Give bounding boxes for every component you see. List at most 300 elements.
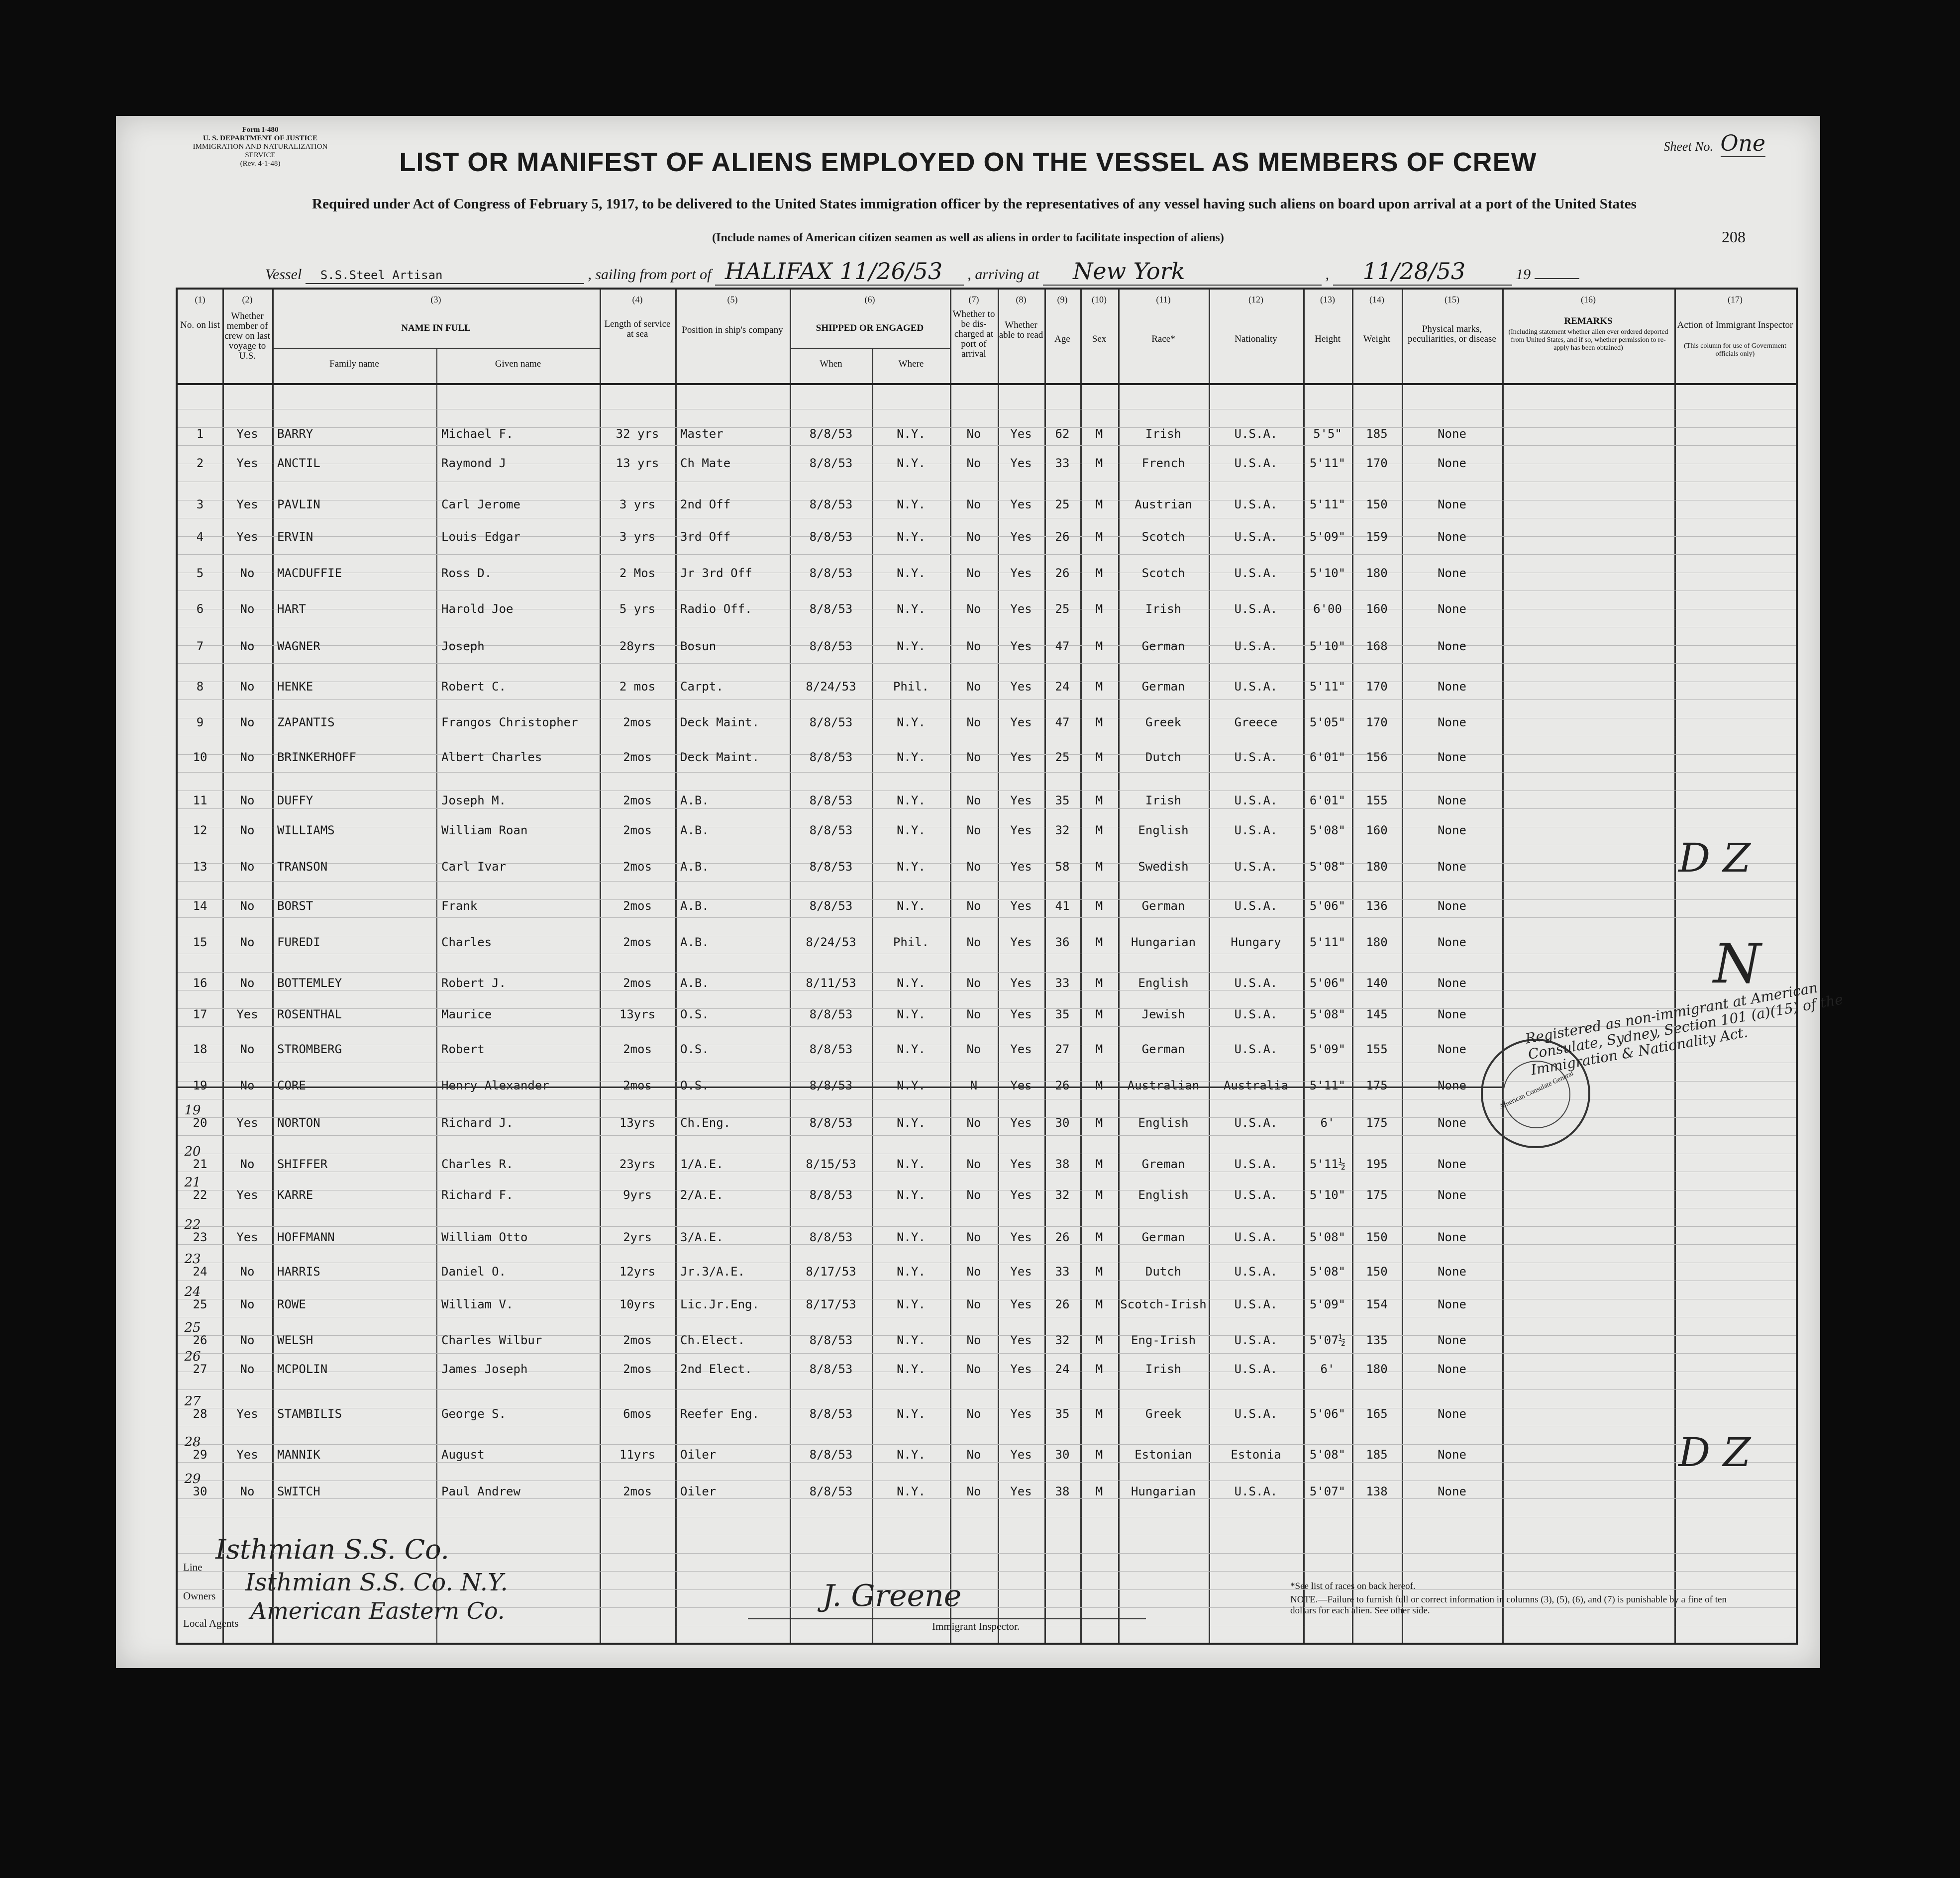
cell-height: 5'05" [1309,715,1346,729]
cell-family: HENKE [277,680,313,693]
cell-nationality: U.S.A. [1234,680,1278,693]
form-department: U. S. DEPARTMENT OF JUSTICE [203,134,318,142]
cell-member: No [240,639,255,653]
header-no: No. on list [180,320,220,330]
cell-family: WAGNER [277,639,320,653]
cell-height: 6' [1320,1116,1335,1130]
header-family: Family name [329,359,379,369]
cell-age: 35 [1055,1007,1070,1021]
header-discharged: Whether to be dis-charged at port of arrival [952,309,995,359]
cell-where: N.Y. [897,1079,926,1092]
cell-race: Swedish [1138,860,1189,874]
cell-given: Daniel O. [441,1265,507,1279]
cell-read: Yes [1010,602,1032,616]
cell-age: 25 [1055,602,1070,616]
cell-no: 18 [193,1042,207,1056]
cell-weight: 165 [1366,1407,1388,1421]
cell-sex: M [1095,1230,1103,1244]
cell-race: English [1138,1116,1189,1130]
cell-where: N.Y. [897,427,926,441]
cell-no-correction: 22 [184,1217,201,1232]
cell-nationality: U.S.A. [1234,1007,1278,1021]
cell-age: 33 [1055,1265,1070,1279]
cell-weight: 150 [1366,497,1388,511]
cell-position: A.B. [680,823,709,837]
cell-position: 1/A.E. [680,1157,723,1171]
cell-family: MANNIK [277,1448,320,1462]
cell-sex: M [1095,793,1103,807]
vessel-line: Vessel S.S.Steel Artisan , sailing from port of HALIFAX 11/26/53 , arriving at New York , 11/28/53 19 [265,258,1579,286]
cell-physical: None [1438,456,1466,470]
cell-no-correction: 29 [184,1472,201,1486]
inspector-signature: J. Greene [823,1579,962,1613]
cell-when: 8/8/53 [809,639,853,653]
cell-weight: 170 [1366,715,1388,729]
crew-manifest-table [176,288,1798,1645]
cell-length: 2mos [623,860,652,874]
cell-read: Yes [1010,1407,1032,1421]
cell-physical: None [1438,1484,1466,1498]
cell-read: Yes [1010,1484,1032,1498]
cell-read: Yes [1010,823,1032,837]
cell-given: Richard F. [441,1188,514,1202]
cell-family: MCPOLIN [277,1362,328,1376]
cell-discharged: No [966,1407,981,1421]
cell-nationality: Hungary [1231,935,1281,949]
cell-weight: 185 [1366,427,1388,441]
header-weight: Weight [1363,334,1391,344]
cell-where: N.Y. [897,750,926,764]
cell-height: 5'07½ [1309,1333,1346,1347]
cell-sex: M [1095,935,1103,949]
header-age: Age [1054,334,1070,344]
cell-no: 3 [196,497,204,511]
cell-when: 8/8/53 [809,1007,853,1021]
header-remarks-note: (Including statement whether alien ever ordered deported from United States, and if so, whether permission to re-apply has been obtained) [1508,328,1668,352]
header-action-note: (This column for use of Government officials only) [1684,342,1786,358]
cell-when: 8/8/53 [809,750,853,764]
cell-when: 8/8/53 [809,1407,853,1421]
cell-family: ERVIN [277,530,313,544]
cell-read: Yes [1010,1265,1032,1279]
cell-age: 32 [1055,823,1070,837]
cell-read: Yes [1010,530,1032,544]
col-num: (1) [195,295,206,304]
cell-weight: 180 [1366,860,1388,874]
cell-when: 8/8/53 [809,899,853,913]
cell-length: 3 yrs [619,530,656,544]
cell-race: English [1138,823,1189,837]
cell-length: 5 yrs [619,602,656,616]
form-number: Form I-480 [242,126,279,134]
cell-no: 5 [196,566,204,580]
cell-physical: None [1438,860,1466,874]
inspector-label: Immigrant Inspector. [932,1620,1020,1632]
cell-height: 5'06" [1309,976,1346,990]
cell-weight: 195 [1366,1157,1388,1171]
cell-physical: None [1438,427,1466,441]
cell-physical: None [1438,823,1466,837]
cell-race: English [1138,976,1189,990]
cell-family: ROSENTHAL [277,1007,342,1021]
cell-position: O.S. [680,1079,709,1092]
cell-race: German [1141,1230,1185,1244]
cell-no: 10 [193,750,207,764]
cell-weight: 180 [1366,566,1388,580]
arrival-port: New York [1073,258,1185,285]
col-num: (9) [1057,295,1068,304]
cell-length: 9yrs [623,1188,652,1202]
cell-discharged: No [966,935,981,949]
cell-length: 2mos [623,750,652,764]
cell-position: 2nd Off [680,497,731,511]
cell-family: STAMBILIS [277,1407,342,1421]
sheet-label: Sheet No. [1663,139,1714,154]
cell-weight: 136 [1366,899,1388,913]
cell-family: WELSH [277,1333,313,1347]
cell-where: Phil. [893,680,929,693]
cell-when: 8/8/53 [809,530,853,544]
cell-weight: 180 [1366,935,1388,949]
cell-given: Raymond J [441,456,507,470]
handwritten-remark: Registered as non-immigrant at American Consulate, Sydney, Section 101 (a)(15) of the Immigration & Nationality Act. [1524,979,1845,1079]
cell-age: 30 [1055,1116,1070,1130]
cell-given: Charles R. [441,1157,514,1171]
cell-age: 25 [1055,497,1070,511]
cell-family: TRANSON [277,860,328,874]
cell-sex: M [1095,1407,1103,1421]
cell-no-correction: 19 [184,1103,201,1118]
cell-physical: None [1438,602,1466,616]
cell-discharged: No [966,1042,981,1056]
cell-position: 3rd Off [680,530,731,544]
cell-race: German [1141,680,1185,693]
cell-nationality: U.S.A. [1234,899,1278,913]
cell-family: ANCTIL [277,456,320,470]
cell-given: Frangos Christopher [441,715,578,729]
cell-race: Hungarian [1131,935,1196,949]
cell-given: Joseph M. [441,793,507,807]
cell-race: Greek [1145,715,1182,729]
cell-given: William Otto [441,1230,528,1244]
cell-no-correction: 20 [184,1144,201,1159]
cell-sex: M [1095,497,1103,511]
cell-when: 8/8/53 [809,566,853,580]
cell-length: 2mos [623,1042,652,1056]
cell-given: Joseph [441,639,485,653]
cell-where: N.Y. [897,456,926,470]
cell-length: 23yrs [619,1157,656,1171]
cell-weight: 145 [1366,1007,1388,1021]
cell-member: Yes [236,1116,258,1130]
cell-given: William Roan [441,823,528,837]
cell-no: 23 [193,1230,207,1244]
cell-nationality: U.S.A. [1234,497,1278,511]
cell-where: N.Y. [897,1297,926,1311]
cell-physical: None [1438,1230,1466,1244]
cell-no: 13 [193,860,207,874]
cell-age: 27 [1055,1042,1070,1056]
cell-family: BRINKERHOFF [277,750,356,764]
cell-discharged: No [966,456,981,470]
cell-weight: 160 [1366,823,1388,837]
cell-weight: 175 [1366,1116,1388,1130]
cell-where: N.Y. [897,602,926,616]
cell-position: A.B. [680,976,709,990]
margin-mark: D Z [1678,1429,1751,1476]
cell-age: 41 [1055,899,1070,913]
cell-read: Yes [1010,639,1032,653]
race-note: *See list of races on back hereof. [1290,1581,1416,1591]
cell-weight: 150 [1366,1230,1388,1244]
cell-weight: 160 [1366,602,1388,616]
cell-position: Jr 3rd Off [680,566,752,580]
cell-given: Maurice [441,1007,492,1021]
cell-sex: M [1095,1333,1103,1347]
cell-where: N.Y. [897,1188,926,1202]
cell-weight: 170 [1366,456,1388,470]
manifest-sheet [116,116,1845,1668]
cell-physical: None [1438,1116,1466,1130]
cell-no: 9 [196,715,204,729]
cell-no: 30 [193,1484,207,1498]
cell-when: 8/8/53 [809,1188,853,1202]
cell-height: 5'09" [1309,1042,1346,1056]
cell-length: 2mos [623,823,652,837]
cell-discharged: No [966,1333,981,1347]
cell-nationality: U.S.A. [1234,860,1278,874]
cell-where: Phil. [893,935,929,949]
cell-no: 7 [196,639,204,653]
cell-family: BORST [277,899,313,913]
cell-race: Jewish [1141,1007,1185,1021]
cell-nationality: U.S.A. [1234,793,1278,807]
cell-weight: 175 [1366,1079,1388,1092]
cell-nationality: Australia [1223,1079,1289,1092]
cell-no-correction: 21 [184,1175,201,1190]
cell-weight: 155 [1366,1042,1388,1056]
cell-position: Bosun [680,639,717,653]
cell-member: No [240,1484,255,1498]
cell-when: 8/8/53 [809,1484,853,1498]
cell-when: 8/8/53 [809,456,853,470]
cell-where: N.Y. [897,497,926,511]
cell-age: 26 [1055,1230,1070,1244]
cell-where: N.Y. [897,1484,926,1498]
cell-weight: 138 [1366,1484,1388,1498]
cell-sex: M [1095,823,1103,837]
cell-member: No [240,602,255,616]
cell-height: 5'09" [1309,1297,1346,1311]
arriving-label: , arriving at [967,266,1039,283]
cell-member: Yes [236,530,258,544]
cell-discharged: No [966,1297,981,1311]
cell-member: No [240,1042,255,1056]
footer-line-value: Isthmian S.S. Co. [215,1534,449,1565]
cell-weight: 159 [1366,530,1388,544]
col-num: (7) [968,295,979,304]
cell-when: 8/8/53 [809,1079,853,1092]
cell-no: 12 [193,823,207,837]
cell-physical: None [1438,1333,1466,1347]
cell-position: Deck Maint. [680,715,759,729]
cell-family: SWITCH [277,1484,320,1498]
cell-family: BARRY [277,427,313,441]
header-given: Given name [495,359,541,369]
cell-length: 2mos [623,1079,652,1092]
cell-no: 19 [193,1079,207,1092]
cell-when: 8/8/53 [809,427,853,441]
cell-age: 33 [1055,456,1070,470]
cell-nationality: U.S.A. [1234,1407,1278,1421]
cell-height: 5'10" [1309,639,1346,653]
cell-nationality: U.S.A. [1234,602,1278,616]
cell-height: 5'08" [1309,860,1346,874]
cell-no-correction: 23 [184,1252,201,1267]
cell-race: Dutch [1145,1265,1182,1279]
cell-age: 32 [1055,1188,1070,1202]
cell-race: Scotch [1141,530,1185,544]
cell-where: N.Y. [897,1230,926,1244]
col-num: (8) [1016,295,1027,304]
cell-nationality: Estonia [1231,1448,1281,1462]
cell-no-correction: 28 [184,1435,201,1450]
col-num: (4) [632,295,643,304]
cell-length: 10yrs [619,1297,656,1311]
col-num: (12) [1248,295,1263,304]
cell-position: Oiler [680,1484,717,1498]
cell-family: SHIFFER [277,1157,328,1171]
cell-height: 6'00 [1313,602,1342,616]
cell-height: 5'11½ [1309,1157,1346,1171]
cell-read: Yes [1010,1042,1032,1056]
cell-read: Yes [1010,497,1032,511]
cell-age: 24 [1055,1362,1070,1376]
cell-sex: M [1095,639,1103,653]
cell-no-correction: 27 [184,1394,201,1409]
cell-family: NORTON [277,1116,320,1130]
cell-when: 8/11/53 [806,976,856,990]
header-position: Position in ship's company [682,325,783,335]
cell-discharged: No [966,1007,981,1021]
header-name: NAME IN FULL [401,323,471,333]
cell-discharged: No [966,1362,981,1376]
cell-where: N.Y. [897,1407,926,1421]
cell-height: 5'5" [1313,427,1342,441]
cell-discharged: No [966,680,981,693]
cell-length: 2mos [623,935,652,949]
cell-given: Charles Wilbur [441,1333,542,1347]
cell-read: Yes [1010,1362,1032,1376]
cell-discharged: No [966,1188,981,1202]
cell-sex: M [1095,566,1103,580]
cell-physical: None [1438,1265,1466,1279]
cell-sex: M [1095,1484,1103,1498]
cell-height: 5'08" [1309,1265,1346,1279]
cell-given: Ross D. [441,566,492,580]
cell-family: FUREDI [277,935,320,949]
cell-position: A.B. [680,860,709,874]
cell-sex: M [1095,1297,1103,1311]
cell-sex: M [1095,1007,1103,1021]
cell-no: 4 [196,530,204,544]
cell-nationality: U.S.A. [1234,750,1278,764]
cell-race: German [1141,639,1185,653]
cell-where: N.Y. [897,1042,926,1056]
cell-where: N.Y. [897,1333,926,1347]
cell-sex: M [1095,1079,1103,1092]
cell-member: Yes [236,1188,258,1202]
header-where: Where [898,359,924,369]
cell-no: 6 [196,602,204,616]
cell-when: 8/17/53 [806,1297,856,1311]
cell-height: 5'08" [1309,1448,1346,1462]
cell-where: N.Y. [897,823,926,837]
footer-agents-value: American Eastern Co. [250,1597,505,1624]
cell-position: Lic.Jr.Eng. [680,1297,759,1311]
header-length: Length of service at sea [604,319,671,339]
cell-age: 47 [1055,639,1070,653]
cell-nationality: U.S.A. [1234,823,1278,837]
cell-family: HARRIS [277,1265,320,1279]
cell-read: Yes [1010,715,1032,729]
cell-height: 5'06" [1309,1407,1346,1421]
cell-given: Albert Charles [441,750,542,764]
cell-member: Yes [236,497,258,511]
header-when: When [820,359,842,369]
cell-weight: 140 [1366,976,1388,990]
cell-discharged: No [966,793,981,807]
col-num: (2) [242,295,253,304]
cell-discharged: No [966,530,981,544]
cell-sex: M [1095,1157,1103,1171]
cell-given: Robert [441,1042,485,1056]
cell-discharged: No [966,1116,981,1130]
cell-when: 8/24/53 [806,680,856,693]
cell-discharged: No [966,715,981,729]
cell-read: Yes [1010,456,1032,470]
cell-race: Irish [1145,427,1182,441]
cell-no-correction: 25 [184,1320,201,1335]
cell-given: George S. [441,1407,507,1421]
cell-height: 5'11" [1309,680,1346,693]
cell-when: 8/17/53 [806,1265,856,1279]
cell-no: 28 [193,1407,207,1421]
cell-position: 3/A.E. [680,1230,723,1244]
cell-when: 8/8/53 [809,1362,853,1376]
cell-nationality: U.S.A. [1234,639,1278,653]
cell-read: Yes [1010,1188,1032,1202]
cell-age: 26 [1055,530,1070,544]
cell-age: 26 [1055,1079,1070,1092]
cell-read: Yes [1010,1079,1032,1092]
cell-member: No [240,750,255,764]
cell-nationality: U.S.A. [1234,566,1278,580]
arrival-date: 11/28/53 [1362,258,1466,285]
cell-length: 2mos [623,1333,652,1347]
cell-member: No [240,1297,255,1311]
cell-weight: 175 [1366,1188,1388,1202]
cell-discharged: No [966,639,981,653]
cell-discharged: No [966,823,981,837]
cell-no-correction: 24 [184,1285,201,1299]
cell-age: 24 [1055,680,1070,693]
cell-race: French [1141,456,1185,470]
cell-physical: None [1438,566,1466,580]
cell-member: No [240,1362,255,1376]
cell-family: MACDUFFIE [277,566,342,580]
fine-note: NOTE.—Failure to furnish full or correct information in columns (3), (5), (6), and (7) is punishable by a fine of ten dollars for each alien. See other side. [1290,1594,1727,1616]
